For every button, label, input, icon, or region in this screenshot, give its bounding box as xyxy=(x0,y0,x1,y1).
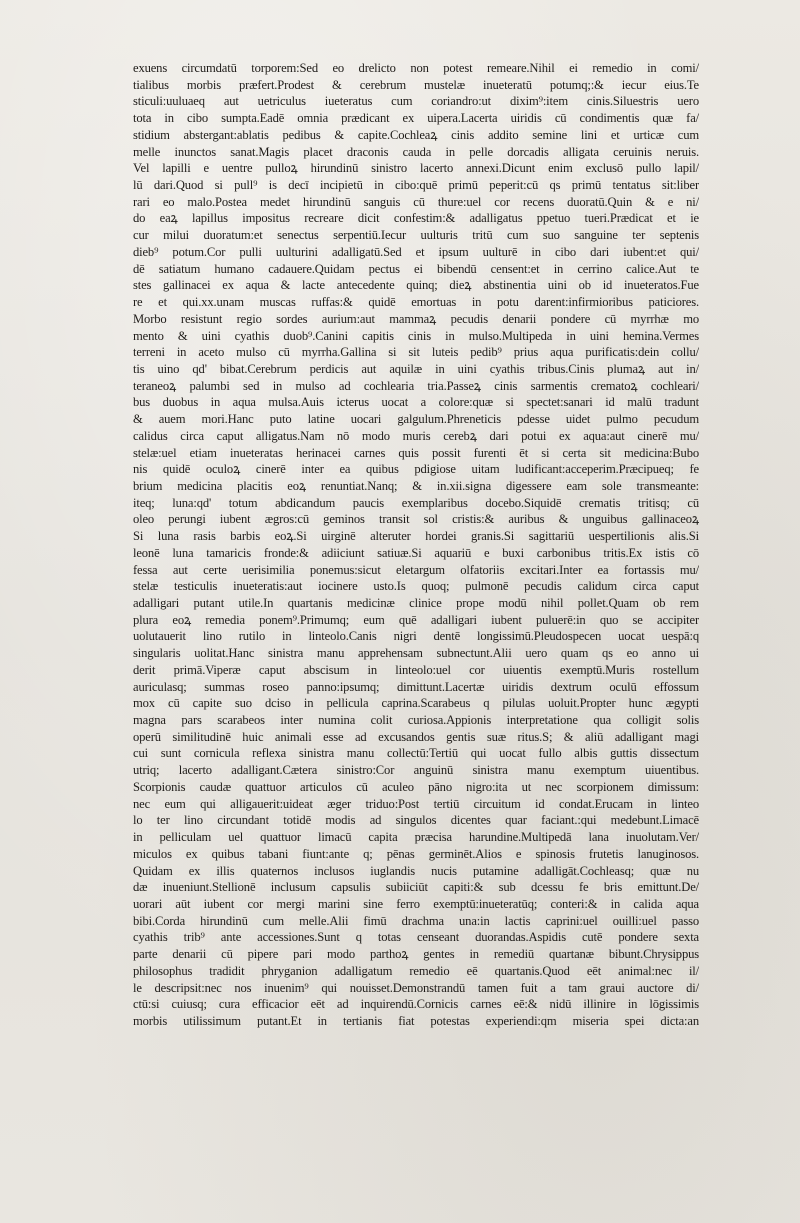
text-line: stelæ testiculis inueteratis:aut iocinere usto.Is quoq; pulmonē pecudis calidum circa caput xyxy=(133,579,699,594)
text-line: sticuli:uuluaeq aut uetriculus iueteratus cum coriandro:ut dixim⁹:item cinis.Siluestris uero xyxy=(133,94,699,109)
text-line: oleo perungi iubent ægros:cū geminos transit sol cristis:& auribus & unguibus gallinaceoꝝ xyxy=(133,512,699,527)
text-line: Scorpionis caudæ quattuor articulos cū aculeo pāno nigro:ita ut nec scorpionem dimissum: xyxy=(133,779,699,794)
text-line: adalligari putant utile.In quartanis medicinæ clinice prope modū nihil pollet.Quam ob rem xyxy=(133,596,699,610)
text-line: stelæ:uel etiam inueteratas herinacei carnes quis possit furenti ēt si certa sit medicina:Bubo xyxy=(133,445,699,460)
text-line: lū dari.Quod si pull⁹ is decī incipietū in cibo:quē primū peperit:cū qs primū tentatus sit:liber xyxy=(133,178,699,193)
text-line: Si luna rasis barbis eoꝝ.Si uirginē alteruter hordei granis.Si sagittariū uespertilionis alis.Si xyxy=(133,529,699,544)
text-line: tota in cibo sumpta.Eadē omnia prædicant ex uipera.Lacerta uiridis cū condimentis quæ fa/ xyxy=(133,111,699,126)
text-line: cui sunt cornicula reflexa sinistra manu collectū:Tertiū qui uocat fullo albis guttis dissectum xyxy=(133,746,699,761)
text-line: magna pars scarabeos inter numina colit curiosa.Appionis interpretatione qua colligit solis xyxy=(133,713,699,728)
text-line: nis quidē oculoꝝ cinerē inter ea quibus pdigiose uitam ludificant:acceperim.Præcipueq; fe xyxy=(133,462,699,477)
text-line: brium medicina placitis eoꝝ renuntiat.Nanq; & in.xii.signa digessere eam sole transmeante: xyxy=(133,478,699,493)
text-line: singularis uolitat.Hanc sinistra manu apprehensam subnectunt.Alii uero quam qs eo anno ui xyxy=(133,646,699,661)
text-line: melle inunctos sanat.Magis placet draconis cauda in pelle dorcadis alligata ceruinis neruis. xyxy=(133,144,699,159)
text-line: morbis utilissimum putant.Et in tertianis fiat potestas experiendi:qm miseria spei dicta:an xyxy=(133,1013,699,1028)
text-line: leonē luna tamaricis fronde:& adiiciunt satiuæ.Si aquariū e buxi carbonibus tritis.Ex istis cō xyxy=(133,545,699,560)
text-line: re et qui.xx.unam muscas ruffas:& quidē emortuas in potu darent:infirmioribus paticiores. xyxy=(133,295,699,310)
text-line: dieb⁹ potum.Cor pulli uulturini adalligatū.Sed et ipsum uulturē in cibo dari iubent:et qui/ xyxy=(133,244,699,259)
text-line: terreni in aceto mulso cū myrrha.Gallina si sit luteis pedib⁹ prius aqua purificatis:dein collu/ xyxy=(133,345,699,360)
text-line: miculos ex quibus tabani fiunt:ante q; pēnas germinēt.Alios e spinosis frutetis lanuginosos. xyxy=(133,846,699,861)
text-line: exuens circumdatū torporem:Sed eo drelicto non potest remeare.Nihil ei remedio in comi/ xyxy=(133,61,699,75)
text-line: in pelliculam uel quattuor limacū capita præcisa harundine.Multipedā lana inuolutam.Ver/ xyxy=(133,830,699,845)
text-line: dæ inueniunt.Stellionē inclusum capsulis subiiciūt capiti:& sub dcessu fe bris emittunt.De/ xyxy=(133,880,699,895)
text-line: Vel lapilli e uentre pulloꝝ hirundinū sinistro lacerto annexi.Dicunt enim exclusō pullo lapil/ xyxy=(133,161,699,176)
text-line: bibi.Corda hirundinū cum melle.Alii fimū drachma una:in lactis caprini:uel ouilli:uel passo xyxy=(133,913,699,928)
text-line: do eaꝝ lapillus impositus recreare dicit confestim:& adalligatus ppetuo tueri.Prædicat et ie xyxy=(133,211,699,226)
text-line: stes gallinacei ex aqua & lacte antecedente quinq; dieꝝ abstinentia uini ob id inueteratos.Fue xyxy=(133,278,699,293)
text-line: plura eoꝝ remedia ponem⁹.Primumq; eum quē adalligari iubent puluerē:in quo se accipiter xyxy=(133,612,699,627)
text-line: cur milui duoratum:et senectus serpentiū.Iecur uulturis tritū cum suo sanguine ter septenis xyxy=(133,228,699,243)
text-line: mento & uini cyathis duob⁹.Canini capitis cinis in mulso.Multipeda in uini hemina.Vermes xyxy=(133,328,699,343)
text-line: calidus circa caput alligatus.Nam nō modo muris cerebꝝ dari potui ex aqua:aut cinerē mu/ xyxy=(133,428,699,443)
text-line: Quidam ex illis quaternos inclusos iuglandis nucis putamine adalligāt.Cochleasq; quæ nu xyxy=(133,863,699,878)
text-line: tialibus morbis præfert.Prodest & cerebrum mustelæ inueteratū potumq;:& iecur eius.Te xyxy=(133,77,699,92)
text-line: stidium abstergant:ablatis pedibus & capite.Cochleaꝝ cinis addito semine lini et urticæ cum xyxy=(133,127,699,142)
text-line: cyathis trib⁹ ante accessiones.Sunt q totas censeant duorandas.Aspidis cutē pondere sexta xyxy=(133,930,699,945)
text-line: & auem mori.Hanc puto latine uocari galgulum.Phreneticis pdesse uidet pulmo pecudum xyxy=(133,412,699,427)
text-line: philosophus tradidit phryganion adalligatum remedio eē quartanis.Quod eēt animal:nec il/ xyxy=(133,963,699,978)
text-line: utriq; lacerto adalligant.Cætera sinistro:Cor anguinū sinistra manu exemptum uiuentibus. xyxy=(133,763,699,778)
text-line: uolutauerit lino rutilo in linteolo.Canis nigri dentē longissimū.Pleudospecen uocat uespā:q xyxy=(133,629,699,644)
text-line: operū similitudinē huic animali esse ad excusandos gentis suæ ritus.S; & aliū adalligant magi xyxy=(133,729,699,744)
text-line: iteq; luna:qd' totum abdicandum paucis exemplaribus docebo.Siquidē crematis tritisq; cū xyxy=(133,495,699,510)
text-line: parte denarii cū pipere pari modo parthoꝝ gentes in remediū quartanæ bibunt.Chrysippus xyxy=(133,947,699,962)
text-line: lo ter lino circundant totidē modis ad singulos dicentes quar faciant.:qui medebunt.Limacē xyxy=(133,813,699,828)
text-line: Morbo resistunt regio sordes aurium:aut mammaꝝ pecudis denarii pondere cū myrrhæ mo xyxy=(133,311,699,326)
text-line: rari eo malo.Postea medet hirundinū sanguis cū thure:uel cor recens duoratū.Quin & e ni/ xyxy=(133,194,699,209)
text-line: tis uino qd' bibat.Cerebrum perdicis aut aquilæ in uini cyathis tribus.Cinis plumaꝝ aut in/ xyxy=(133,361,699,376)
text-line: dē satiatum humano cadauere.Quidam pectus ei bibendū censent:et in cerrino calice.Aut te xyxy=(133,261,699,276)
text-line: teraneoꝝ palumbi sed in mulso ad cochlearia tria.Passeꝝ cinis sarmentis crematoꝝ cochleari/ xyxy=(133,378,699,393)
text-line: nec eum qui alligauerit:uideat æger triduo:Post tertiū circuitum id condat.Erucam in linteo xyxy=(133,796,699,811)
text-line: mox cū capite suo dciso in pellicula caprina.Scarabeus q pilulas uoluit.Propter hunc ægypti xyxy=(133,696,699,711)
text-line: le descripsit:nec nos inuenim⁹ qui nouisset.Demonstrandū tamen fuit a tam graui auctore di/ xyxy=(133,980,699,995)
text-line: fessa aut certe uerisimilia ponemus:sicut eletargum olfatoriis excitari.Inter ea fortassis mu/ xyxy=(133,562,699,577)
text-line: ctū:si cuiusq; cura efficacior eēt ad inquirendū.Cornicis carnes eē:& nidū illinire in lōgissimis xyxy=(133,997,699,1012)
text-line: auriculasq; summas roseo panno:ipsumq; dimittunt.Lacertæ uiridis dextrum oculū effossum xyxy=(133,679,699,694)
text-line: derit primā.Viperæ caput abscisum in linteolo:uel cor uiuentis exemptū.Muris rostellum xyxy=(133,662,699,677)
text-line: uorari aūt iubent cor mergi marini sine ferro exemptū:inueteratūq; conteri:& in calida aqua xyxy=(133,896,699,911)
text-line: bus duobus in aqua mulsa.Auis icterus uocat a colore:quæ si spectet:sanari id malū tradunt xyxy=(133,395,699,410)
text-column xyxy=(133,60,699,1160)
